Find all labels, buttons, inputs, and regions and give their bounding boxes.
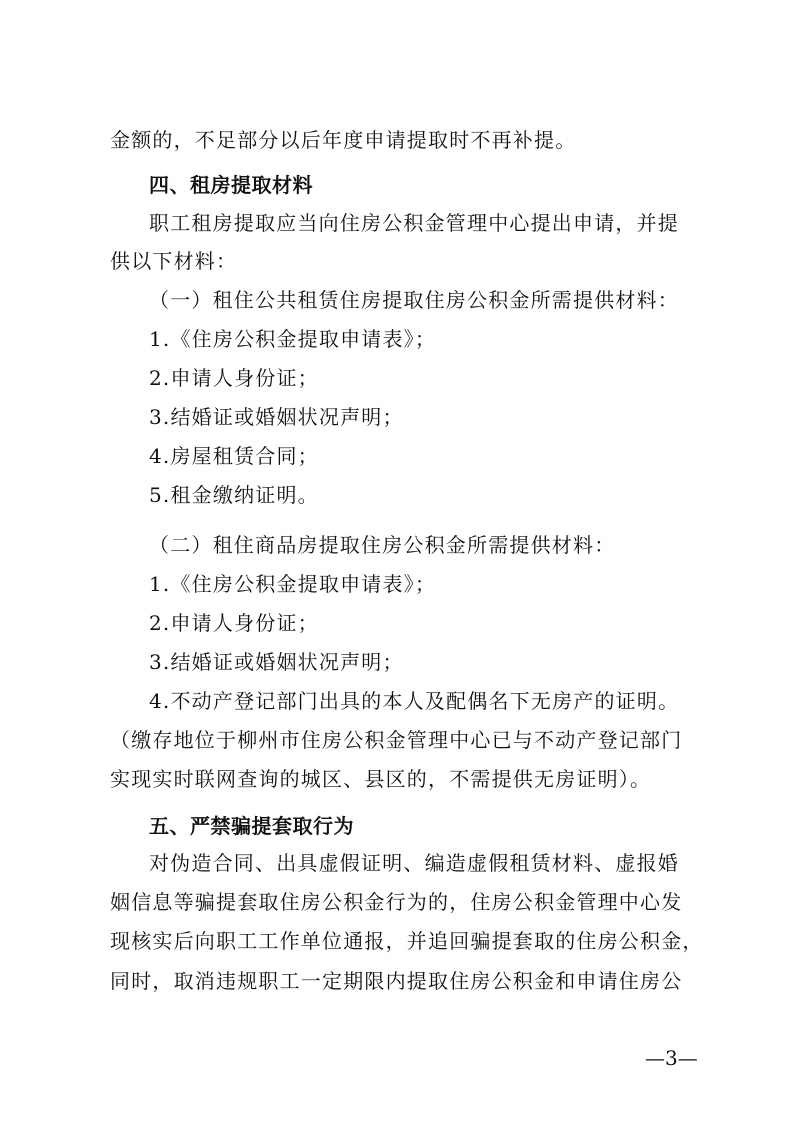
list-item: 1.《住房公积金提取申请表》；	[149, 572, 437, 596]
paragraph-line: 姻信息等骗提套取住房公积金行为的，住房公积金管理中心发	[110, 890, 683, 914]
paragraph-line: 职工租房提取应当向住房公积金管理中心提出申请，并提	[149, 211, 679, 235]
list-item: 1.《住房公积金提取申请表》；	[149, 327, 437, 351]
section-heading-rental-materials: 四、租房提取材料	[149, 173, 313, 197]
list-item: 3.结婚证或婚姻状况声明；	[149, 405, 404, 429]
paragraph-line: 供以下材料：	[110, 249, 238, 273]
page-number: —3—	[645, 1046, 698, 1070]
section-heading-prohibition: 五、严禁骗提套取行为	[149, 814, 354, 838]
paragraph-line: 对伪造合同、出具虚假证明、编造虚假租赁材料、虚报婚	[149, 851, 679, 875]
list-item: 4.不动产登记部门出具的本人及配偶名下无房产的证明。	[149, 689, 680, 713]
paragraph-line: （缴存地位于柳州市住房公积金管理中心已与不动产登记部门	[110, 728, 683, 752]
list-item: 4.房屋租赁合同；	[149, 444, 319, 468]
paragraph-line: 金额的，不足部分以后年度申请提取时不再补提。	[110, 128, 577, 152]
paragraph-line: 现核实后向职工工作单位通报，并追回骗提套取的住房公积金，	[110, 929, 704, 953]
list-item: 2.申请人身份证；	[149, 611, 319, 635]
subsection-heading-commercial-rental: （二）租住商品房提取住房公积金所需提供材料：	[149, 533, 616, 557]
subsection-heading-public-rental: （一）租住公共租赁住房提取住房公积金所需提供材料：	[149, 288, 679, 312]
list-item: 3.结婚证或婚姻状况声明；	[149, 650, 404, 674]
list-item: 2.申请人身份证；	[149, 366, 319, 390]
list-item: 5.租金缴纳证明。	[149, 483, 319, 507]
paragraph-line: 实现实时联网查询的城区、县区的，不需提供无房证明）。	[110, 767, 652, 791]
paragraph-line: 同时，取消违规职工一定期限内提取住房公积金和申请住房公	[110, 969, 683, 993]
